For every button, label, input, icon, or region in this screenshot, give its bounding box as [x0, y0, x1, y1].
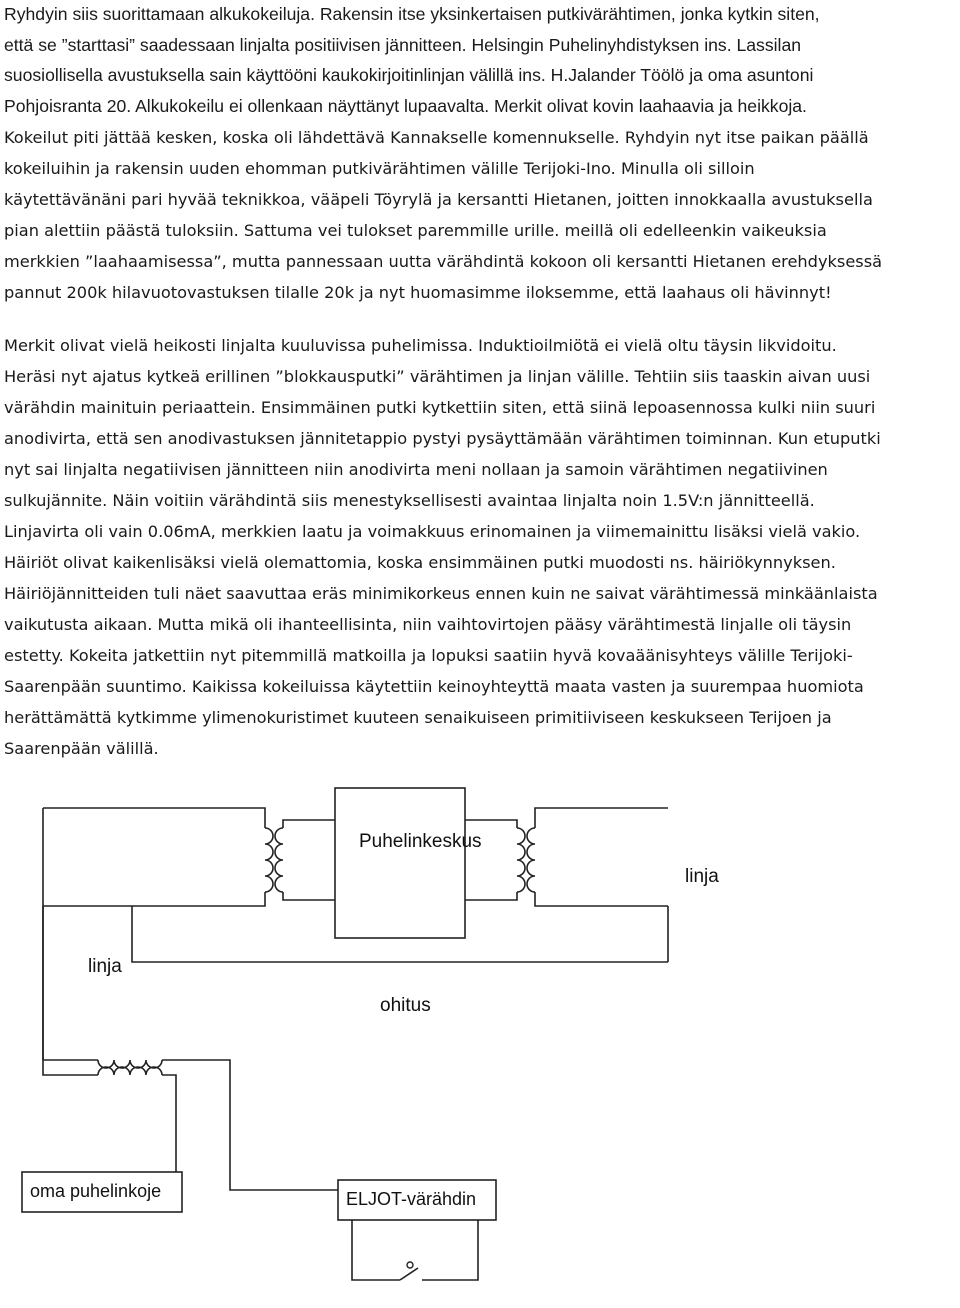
text-line: Saarenpään suuntimo. Kaikissa kokeiluissa käytettiin keinoyhteyttä maata vasten ja suurempaa huomiota	[4, 677, 864, 696]
text-line: Heräsi nyt ajatus kytkeä erillinen ”blokkausputki” värähtimen ja linjan välille. Tehtiin siis taaskin aivan uusi	[4, 367, 871, 386]
wire	[535, 808, 668, 828]
coil-left-transformer	[265, 828, 273, 892]
circuit-diagram	[0, 760, 960, 1308]
text-line: värähdin mainituin periaattein. Ensimmäinen putki kytkettiin siten, että siinä lepoasennossa kulki niin suuri	[4, 398, 876, 417]
wire	[422, 1220, 478, 1280]
text-line: nyt sai linjalta negatiivisen jännitteen niin anodivirta meni nollaan ja samoin värähtimen negatiivinen	[4, 460, 828, 479]
oma-puhelinkoje-label: oma puhelinkoje	[30, 1181, 162, 1201]
text-line: vaikutusta aikaan. Mutta mikä oli ihanteellisinta, niin vaihtovirtojen pääsy värähtimestä linjalle oli täysin	[4, 615, 852, 634]
text-line: kokeiluihin ja rakensin uuden ehomman putkivärähtimen välille Terijoki-Ino. Minulla oli silloin	[4, 159, 755, 178]
text-line: Pohjoisranta 20. Alkukokeilu ei ollenkaan näyttänyt lupaavalta. Merkit olivat kovin laahaavia ja heikkoja.	[4, 96, 807, 116]
key-knob-icon	[407, 1262, 413, 1268]
key-switch	[400, 1268, 418, 1280]
wire	[283, 892, 335, 900]
text-line: Linjavirta oli vain 0.06mA, merkkien laatu ja voimakkuus erinomainen ja viimemainittu lisäksi vielä vakio.	[4, 522, 861, 541]
wire	[283, 820, 335, 828]
text-line: Kokeilut piti jättää kesken, koska oli lähdettävä Kannakselle komennukselle. Ryhdyin nyt itse paikan päällä	[4, 128, 869, 147]
text-line: Ryhdyin siis suorittamaan alkukokeiluja. Rakensin itse yksinkertaisen putkivärähtimen, jonka kytkin siten,	[4, 4, 820, 24]
wire	[162, 1060, 230, 1170]
coil-left-transformer-secondary	[275, 828, 283, 892]
wire	[162, 1075, 176, 1170]
coil-right-transformer-secondary	[527, 828, 535, 892]
text-line: herättämättä kytkimme ylimenokuristimet kuuteen senaikuiseen primitiiviseen keskukseen Terijoen ja	[4, 708, 832, 727]
text-line: sulkujännite. Näin voitiin värähdintä siis menestyksellisesti avaintaa linjalta noin 1.5V:n jännitteellä.	[4, 491, 815, 510]
text-line: Saarenpään välillä.	[4, 739, 159, 758]
text-line: suosiollisella avustuksella sain käyttööni kaukokirjoitinlinjan välillä ins. H.Jalander Töölö ja oma asuntoni	[4, 65, 814, 85]
text-line: Häiriöjännitteiden tuli näet saavuttaa eräs minimikorkeus ennen kuin ne saivat värähtimessä minkäänlaista	[4, 584, 878, 603]
puhelinkeskus-label: Puhelinkeskus	[359, 831, 482, 852]
text-line: Merkit olivat vielä heikosti linjalta kuuluvissa puhelimissa. Induktioilmiötä ei vielä oltu täysin likvidoitu.	[4, 336, 837, 355]
wire	[352, 1220, 400, 1280]
text-line: anodivirta, että sen anodivastuksen jännitetappio pystyi pysäyttämään värähtimen toiminnan. Kun etuputki	[4, 429, 881, 448]
text-line: merkkien ”laahaamisessa”, mutta pannessaan uutta värähdintä kokoon oli kersantti Hietanen erehdyksessä	[4, 252, 883, 271]
text-line: pian alettiin päästä tuloksiin. Sattuma vei tulokset paremmille urille. meillä oli edelleenkin vaikeuksia	[4, 221, 827, 240]
eljot-label: ELJOT-värähdin	[346, 1189, 477, 1209]
linja-right-label: linja	[685, 866, 719, 887]
wire	[230, 1170, 338, 1190]
wire	[43, 808, 98, 1075]
text-line: käytettävänäni pari hyvää teknikkoa, vääpeli Töyrylä ja kersantti Hietanen, joitten innokkaalla avustuksella	[4, 190, 873, 209]
wire	[43, 808, 265, 828]
wire	[465, 892, 517, 900]
puhelinkeskus-box	[335, 788, 465, 938]
text-line: pannut 200k hilavuotovastuksen tilalle 20k ja nyt huomasimme iloksemme, että laahaus oli hävinnyt!	[4, 283, 832, 302]
wire	[535, 892, 668, 906]
linja-left-label: linja	[88, 956, 122, 977]
coil-right-transformer	[517, 828, 525, 892]
text-line: estetty. Kokeita jatkettiin nyt pitemmillä matkoilla ja lopuksi saatiin hyvä kovaäänisyhteys välille Terijoki-	[4, 646, 853, 665]
ohitus-label: ohitus	[380, 995, 431, 1016]
wire	[43, 892, 265, 906]
ohitus-wire	[132, 906, 668, 962]
text-line: että se ”starttasi” saadessaan linjalta positiivisen jännitteen. Helsingin Puhelinyhdistyksen ins. Lassilan	[4, 35, 802, 55]
text-line: Häiriöt olivat kaikenlisäksi vielä olemattomia, koska ensimmäinen putki muodosti ns. häiriökynnyksen.	[4, 553, 836, 572]
wire	[465, 820, 517, 828]
